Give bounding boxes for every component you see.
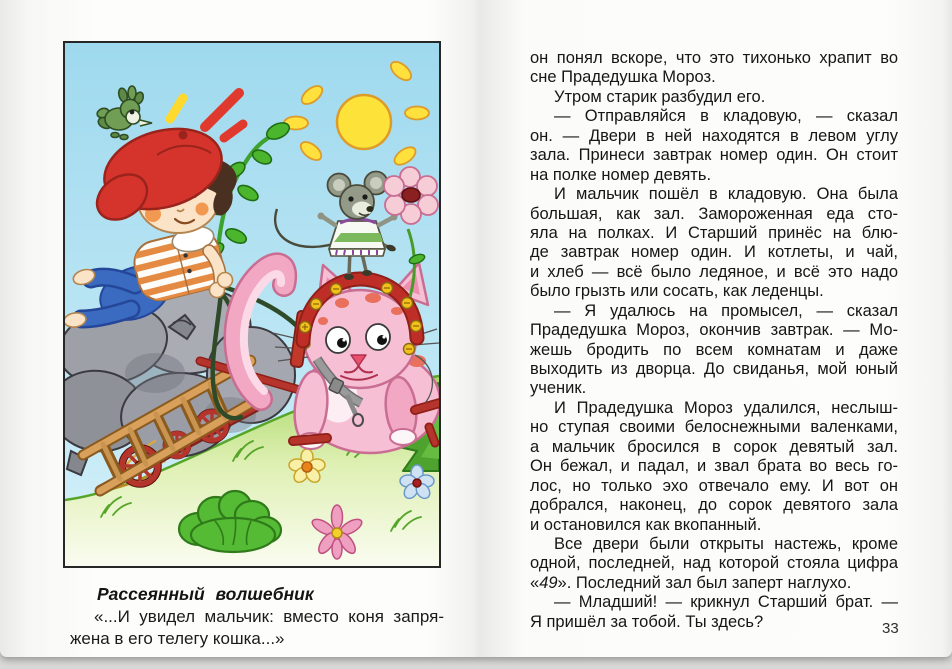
text-line: но ступая своими белоснежными валенками,: [530, 418, 898, 437]
caption-quote: [70, 606, 444, 650]
text-line: а мальчик бросился в сорок девятый зал.: [530, 437, 898, 456]
text-line: «...И увидел мальчик: вместо коня запря-: [94, 607, 444, 626]
caption: [70, 583, 444, 650]
text-line: выходить из дворца. До свиданья, мой юный: [530, 360, 898, 378]
text-line: жена в его телегу кошка...»: [70, 629, 285, 648]
text-line: де завтрак номер один. И котлеты, и чай,: [530, 243, 898, 262]
text-line: большая, как зал. Замороженная еда сто-: [530, 204, 898, 223]
page-number: 33: [882, 620, 899, 637]
left-page: [0, 0, 476, 657]
right-page: [476, 0, 952, 657]
text-line: он. — Двери в ней находятся в левом углу: [530, 126, 898, 145]
text-line: — Младший! — крикнул Старший брат. —: [554, 593, 898, 612]
story-text: [530, 49, 898, 632]
text-line: и остановился как вкопанный.: [530, 515, 762, 534]
text-line: Он бежал, и падал, и звал брата во весь го-: [530, 457, 898, 476]
text-line: он понял вскоре, что это тихонько храпит во: [530, 49, 898, 67]
text-line: ученик.: [530, 379, 587, 398]
text-line: — Я удалюсь на промысел, — сказал: [554, 301, 898, 320]
text-line: одной, последней, над которой стояла цифра: [530, 554, 898, 573]
caption-title: Рассеянный волшебник: [97, 584, 314, 604]
text-line: жешь бродить по всем комнатам и даже: [530, 340, 898, 359]
text-line: — Отправляйся в кладовую, — сказал: [554, 107, 898, 126]
text-line: И Прадедушка Мороз удалился, неслыш-: [554, 398, 898, 417]
text-line: Я пришёл за тобой. Ты здесь?: [530, 612, 764, 631]
text-line: «49». Последний зал был заперт наглухо.: [530, 573, 852, 592]
text-line: было грызть или сосать, как леденцы.: [530, 282, 824, 301]
text-line: Утром старик разбудил его.: [554, 87, 766, 106]
text-line: на полке номер девять.: [530, 165, 712, 184]
text-line: сне Прадедушка Мороз.: [530, 68, 716, 87]
text-line: яла на полках. И Старший принёс на блю-: [530, 223, 898, 242]
text-line: добрался, наконец, до сорок девятого зала: [530, 496, 898, 515]
text-line: зала. Принеси завтрак номер один. Он стоит: [530, 146, 898, 165]
text-line: Все двери были открыты настежь, кроме: [554, 534, 898, 553]
text-line: лос, но только эхо отвечало ему. И вот он: [530, 476, 898, 495]
illustration: [65, 43, 439, 566]
illustration-frame: [63, 41, 441, 568]
cat-paw: [390, 429, 416, 445]
text-line: и хлеб — всё было ледяное, и всё это надо: [530, 262, 898, 281]
text-line: И мальчик пошёл в кладовую. Она была: [554, 185, 898, 204]
text-line: Прадедушка Мороз, окончив завтрак. — Мо-: [530, 321, 898, 340]
